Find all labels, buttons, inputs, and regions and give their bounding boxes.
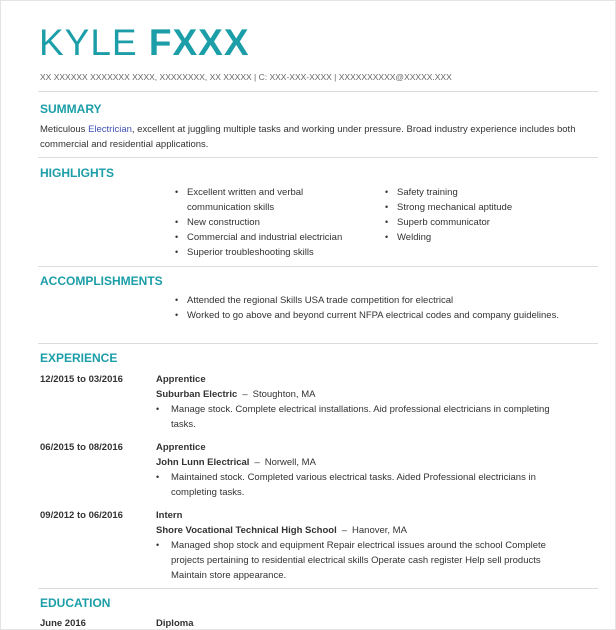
accomplishments-title: ACCOMPLISHMENTS xyxy=(40,274,163,288)
job-company-line xyxy=(156,389,315,400)
highlight-item: • Superior troubleshooting skills xyxy=(172,245,357,260)
highlights-divider xyxy=(38,266,598,267)
summary-keyword: Electrician xyxy=(88,124,132,135)
job-dates: 09/2012 to 06/2016 xyxy=(40,510,123,521)
job-description xyxy=(156,470,571,500)
highlight-item: • Commercial and industrial electrician xyxy=(172,230,357,245)
bullet-icon: • xyxy=(156,540,160,550)
highlights-list-right xyxy=(382,185,582,245)
job-company: John Lunn Electrical xyxy=(156,457,250,468)
summary-text-start: Meticulous xyxy=(40,124,89,135)
job-title: Apprentice xyxy=(156,442,206,453)
job-company-line xyxy=(156,457,316,468)
header-divider xyxy=(38,91,598,92)
highlight-item: • New construction xyxy=(172,215,357,230)
education-degree: Diploma xyxy=(156,618,194,629)
job-location: Stoughton, MA xyxy=(252,389,316,400)
job-description xyxy=(156,538,571,583)
summary-title: SUMMARY xyxy=(40,102,102,116)
job-dates: 06/2015 to 08/2016 xyxy=(40,442,123,453)
job-description-text: Managed shop stock and equipment Repair electrical issues around the school Complete projects pertaining to residential electrical skills Operate cash register Help sell products Maintain store appearance. xyxy=(171,540,546,581)
last-name: FXXX xyxy=(148,22,250,63)
job-company: Suburban Electric xyxy=(156,389,238,400)
summary-text xyxy=(40,122,580,152)
job-location: Norwell, MA xyxy=(264,457,316,468)
job-separator: – xyxy=(242,389,248,400)
job-dates: 12/2015 to 03/2016 xyxy=(40,374,123,385)
candidate-name xyxy=(39,22,250,64)
job-location: Hanover, MA xyxy=(352,525,407,536)
experience-divider xyxy=(38,588,598,589)
job-title: Apprentice xyxy=(156,374,206,385)
job-separator: – xyxy=(341,525,348,536)
highlight-item: • Strong mechanical aptitude xyxy=(382,200,582,215)
highlight-item: • Superb communicator xyxy=(382,215,582,230)
job-description xyxy=(156,402,571,432)
first-name: KYLE xyxy=(39,22,138,63)
highlight-item: • Excellent written and verbal communication skills xyxy=(172,185,357,215)
highlight-item: • Safety training xyxy=(382,185,582,200)
accomplishments-divider xyxy=(38,343,598,344)
accomplishment-item: • Worked to go above and beyond current NFPA electrical codes and company guidelines. xyxy=(172,308,567,323)
accomplishments-list xyxy=(172,293,567,323)
highlights-list-left xyxy=(172,185,357,260)
accomplishment-item: • Attended the regional Skills USA trade competition for electrical xyxy=(172,293,567,308)
job-separator: – xyxy=(254,457,260,468)
bullet-icon: • xyxy=(156,472,160,482)
job-title: Intern xyxy=(156,510,183,521)
highlights-title: HIGHLIGHTS xyxy=(40,166,114,180)
summary-text-end: , excellent at juggling multiple tasks and working under pressure. Broad industry experience includes both commercial and residential applications. xyxy=(40,124,576,150)
bullet-icon: • xyxy=(156,404,160,414)
experience-title: EXPERIENCE xyxy=(40,351,118,365)
summary-divider xyxy=(38,157,598,158)
job-description-text: Maintained stock. Completed various electrical tasks. Aided Professional electricians in completing tasks. xyxy=(171,472,536,498)
highlight-item: • Welding xyxy=(382,230,582,245)
job-company-line xyxy=(156,525,407,536)
job-company: Shore Vocational Technical High School xyxy=(156,525,337,536)
education-date: June 2016 xyxy=(40,618,86,629)
education-title: EDUCATION xyxy=(40,596,111,610)
job-description-text: Manage stock. Complete electrical installations. Aid professional electricians in completing tasks. xyxy=(171,404,550,430)
contact-line: XX XXXXXX XXXXXXX XXXX, XXXXXXXX, XX XXXXX | C: XXX-XXX-XXXX | XXXXXXXXXX@XXXXX.XXX xyxy=(40,72,452,82)
